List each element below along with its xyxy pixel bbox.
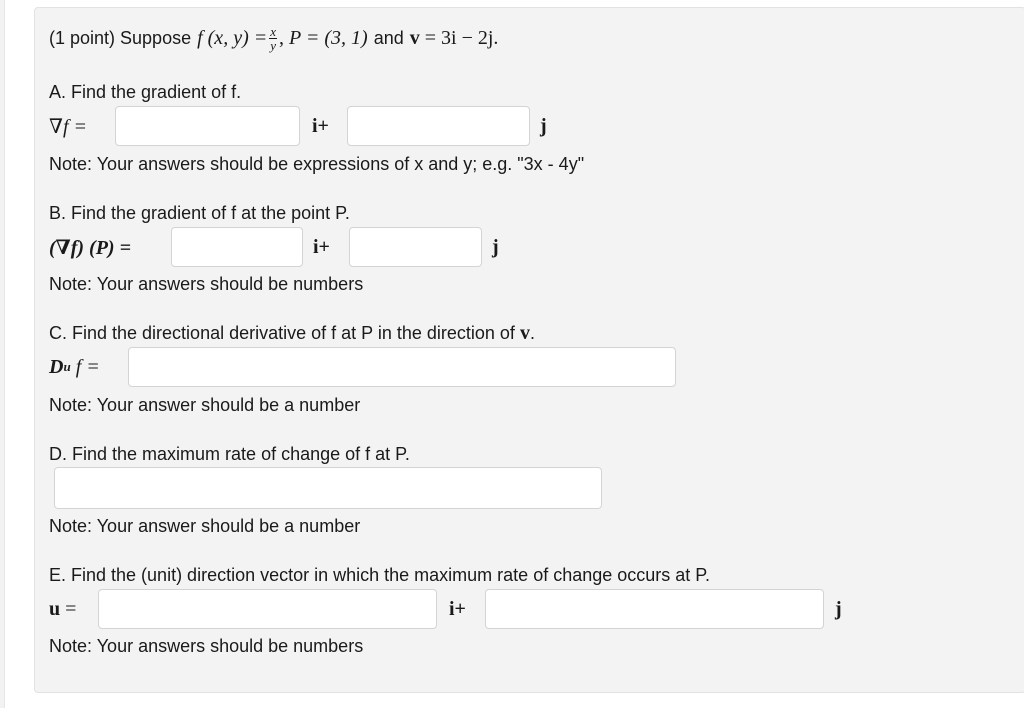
part-c-prompt-text: C. Find the directional derivative of f at P in the direction of (49, 322, 515, 343)
part-a-label: ∇f = (49, 115, 88, 138)
and-text: and (373, 27, 404, 48)
points-label: (1 point) Suppose (49, 27, 192, 48)
part-a-i-label: i+ (312, 114, 329, 137)
part-e-prompt: E. Find the (unit) direction vector in which the maximum rate of change occurs at P. (49, 564, 710, 585)
part-a-prompt: A. Find the gradient of f. (49, 81, 242, 102)
part-e-i-label: i+ (449, 597, 466, 620)
left-edge-strip (0, 0, 5, 708)
vector-definition: = 3i − 2j. (424, 26, 499, 49)
part-c-prompt (49, 319, 535, 347)
part-c-prompt-end: . (529, 322, 535, 343)
part-b-i-input[interactable] (171, 227, 303, 267)
part-b-prompt: B. Find the gradient of f at the point P. (49, 202, 350, 223)
part-c-label (49, 353, 100, 381)
part-e-label-u: u (49, 597, 61, 620)
part-d-prompt: D. Find the maximum rate of change of f at P. (49, 443, 410, 464)
problem-statement: (1 point) Suppose f (x, y) = $\frac{x}{y}$ , P = (3, 1) and v = 3i − 2j. (49, 23, 499, 53)
fraction-denominator: y (270, 37, 277, 53)
part-e-j-input[interactable] (485, 589, 824, 629)
part-a-note: Note: Your answers should be expressions of x and y; e.g. "3x - 4y" (49, 153, 585, 174)
part-a-j-input[interactable] (347, 106, 530, 146)
part-c-note: Note: Your answer should be a number (49, 394, 361, 415)
part-c-vector-symbol: v (519, 321, 530, 344)
part-c-label-rest: f = (75, 355, 100, 378)
part-e-label-eq: = (65, 597, 77, 620)
part-b-i-label: i+ (313, 235, 330, 258)
fraction-numerator: x (270, 23, 277, 39)
part-c-label-sub: u (63, 359, 71, 374)
function-fraction (269, 25, 277, 52)
part-b-j-label: j (492, 235, 499, 258)
point-definition: P = (3, 1) (289, 26, 368, 49)
part-a-j-label: j (540, 114, 547, 137)
vector-symbol: v (409, 26, 420, 49)
part-b-label: (∇f) (P) = (49, 236, 131, 259)
part-c-label-d: D (49, 355, 64, 378)
part-b-note: Note: Your answers should be numbers (49, 273, 364, 294)
part-c-input[interactable] (128, 347, 676, 387)
part-d-note: Note: Your answer should be a number (49, 515, 361, 536)
part-b-j-input[interactable] (349, 227, 482, 267)
part-a-i-input[interactable] (115, 106, 300, 146)
part-e-label (49, 595, 76, 623)
part-e-i-input[interactable] (98, 589, 437, 629)
part-e-j-label: j (835, 597, 842, 620)
part-e-note: Note: Your answers should be numbers (49, 635, 364, 656)
part-d-input[interactable] (54, 467, 602, 509)
function-definition: f (x, y) = (197, 26, 268, 49)
